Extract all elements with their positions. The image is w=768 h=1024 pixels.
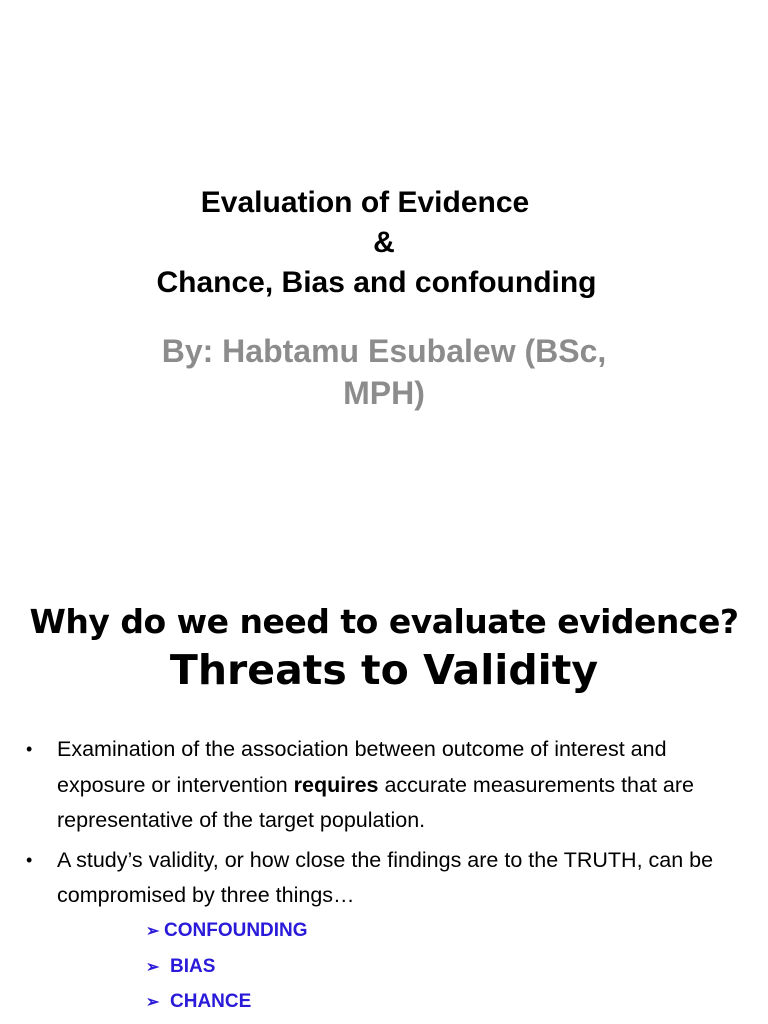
title-line-2: & (373, 226, 395, 259)
slide-subheading: Threats to Validity (169, 646, 599, 694)
bullet-dot-icon: • (26, 849, 33, 870)
bullet-item (0, 732, 768, 839)
slide-title (0, 183, 768, 303)
title-line-3: Chance, Bias and confounding (156, 266, 597, 299)
bullet-text: A study’s validity, or how close the findings are to the TRUTH, can be compromised by three things… (57, 847, 714, 907)
sub-bullet-label: CONFOUNDING (164, 920, 308, 941)
sub-bullet-chance (146, 985, 308, 1021)
sub-bullet-label: BIAS (170, 955, 216, 977)
arrow-bullet-icon: ➢ (146, 923, 160, 940)
author-line-2: MPH) (343, 375, 425, 411)
title-line-1: Evaluation of Evidence (200, 186, 530, 219)
slide-heading: Why do we need to evaluate evidence? (29, 602, 739, 641)
sub-bullet-list (146, 914, 308, 1021)
bullet-text-tail: accurate measurements that are representative of the target population. (57, 772, 694, 832)
bullet-dot-icon: • (26, 739, 33, 759)
arrow-bullet-icon: ➢ (146, 958, 160, 976)
content-slide (0, 576, 768, 1024)
bullet-bold-text: requires (293, 772, 379, 797)
sub-bullet-confounding (146, 914, 308, 950)
sub-bullet-label: CHANCE (170, 991, 252, 1012)
author-line-1: By: Habtamu Esubalew (BSc, (161, 333, 607, 369)
sub-bullet-bias (146, 950, 308, 986)
bullet-list (0, 732, 768, 918)
bullet-text: Examination of the association between outcome of interest and exposure or intervention (57, 737, 667, 797)
bullet-item (0, 843, 768, 914)
author-credit (0, 330, 768, 414)
arrow-bullet-icon: ➢ (146, 994, 160, 1011)
